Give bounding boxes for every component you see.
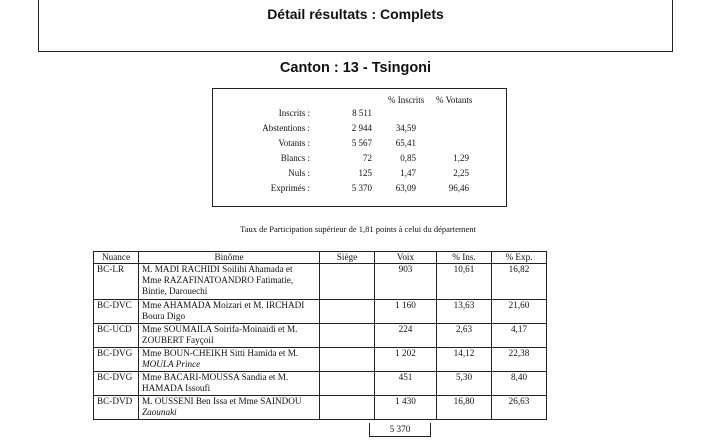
- stats-pct-inscrits: 63,09: [395, 183, 416, 193]
- stats-value: 72: [363, 153, 372, 163]
- cell-nuance: BC-LR: [94, 264, 139, 300]
- cell-siege: [320, 324, 375, 348]
- cell-nuance: BC-DVD: [94, 396, 139, 420]
- cell-pct-exp: 22,38: [492, 348, 547, 372]
- stats-pct-votants: 2,25: [453, 168, 469, 178]
- cell-pct-exp: 21,60: [492, 300, 547, 324]
- cell-siege: [320, 396, 375, 420]
- binome-line: MOULA Prince: [142, 359, 201, 369]
- cell-pct-exp: 4,17: [492, 324, 547, 348]
- stats-label: Nuls :: [288, 168, 310, 178]
- stats-value: 5 567: [351, 138, 372, 148]
- binome-line: M. MADI RACHIDI Soilihi Ahamada et: [142, 264, 293, 274]
- cell-voix: 224: [375, 324, 437, 348]
- table-row: [94, 348, 547, 372]
- stats-pct-inscrits: 34,59: [395, 123, 416, 133]
- cell-siege: [320, 264, 375, 300]
- binome-line: M. OUSSENI Ben Issa et Mme SAINDOU: [142, 396, 302, 406]
- cell-voix: 903: [375, 264, 437, 300]
- cell-pct-exp: 26,63: [492, 396, 547, 420]
- binome-line: Boura Digo: [142, 311, 186, 321]
- stats-pct-votants: 1,29: [453, 153, 469, 163]
- binome-line: Mme AHAMADA Moizari et M. IRCHADI: [142, 300, 305, 310]
- cell-voix: 1 160: [375, 300, 437, 324]
- stats-value: 8 511: [352, 108, 372, 118]
- cell-nuance: BC-DVC: [94, 300, 139, 324]
- stats-label: Abstentions :: [262, 123, 310, 133]
- cell-binome: [139, 300, 320, 324]
- table-row: [94, 372, 547, 396]
- col-binome: Binôme: [139, 252, 320, 264]
- stats-header-votants: % Votants: [436, 95, 473, 105]
- cell-nuance: BC-UCD: [94, 324, 139, 348]
- binome-line: Zaounaki: [142, 407, 177, 417]
- table-row: [94, 264, 547, 300]
- stats-header-inscrits: % Inscrits: [388, 95, 425, 105]
- binome-line: Mme BACARI-MOUSSA Sandia et M.: [142, 372, 289, 382]
- cell-binome: [139, 372, 320, 396]
- cell-binome: [139, 264, 320, 300]
- col-nuance: Nuance: [94, 252, 139, 264]
- stats-pct-inscrits: 0,85: [400, 153, 416, 163]
- col-pct-exp: % Exp.: [492, 252, 547, 264]
- participation-note: Taux de Participation supérieur de 1,81 points à celui du département: [240, 224, 476, 234]
- stats-label: Votants :: [278, 138, 310, 148]
- cell-nuance: BC-DVG: [94, 372, 139, 396]
- cell-binome: [139, 396, 320, 420]
- cell-nuance: BC-DVG: [94, 348, 139, 372]
- stats-value: 125: [358, 168, 372, 178]
- binome-line: Bintie, Darouechi: [142, 286, 208, 296]
- binome-line: ZOUBERT Fayçoil: [142, 335, 214, 345]
- page-title: Détail résultats : Complets: [267, 6, 444, 22]
- table-row: [94, 396, 547, 420]
- table-row: [94, 300, 547, 324]
- cell-pct-exp: 16,82: [492, 264, 547, 300]
- binome-line: Mme BOUN-CHEIKH Sitti Hamida et M.: [142, 348, 299, 358]
- binome-line: Mme RAZAFINATOANDRO Fatimatie,: [142, 275, 294, 285]
- stats-label: Blancs :: [280, 153, 310, 163]
- cell-pct-ins: 5,30: [437, 372, 492, 396]
- binome-line: Mme SOUMAILA Soirifa-Moinaidi et M.: [142, 324, 298, 334]
- cell-pct-ins: 13,63: [437, 300, 492, 324]
- cell-pct-exp: 8,40: [492, 372, 547, 396]
- stats-label: Inscrits :: [278, 108, 310, 118]
- results-table: [93, 251, 547, 420]
- col-pct-ins: % Ins.: [437, 252, 492, 264]
- cell-siege: [320, 348, 375, 372]
- cell-voix: 1 202: [375, 348, 437, 372]
- cell-binome: [139, 348, 320, 372]
- binome-line: HAMADA Issoufi: [142, 383, 211, 393]
- stats-pct-votants: 96,46: [448, 183, 469, 193]
- table-row: [94, 324, 547, 348]
- col-voix: Voix: [375, 252, 437, 264]
- cell-pct-ins: 2,63: [437, 324, 492, 348]
- cell-siege: [320, 372, 375, 396]
- cell-binome: [139, 324, 320, 348]
- stats-value: 2 944: [351, 123, 372, 133]
- stats-value: 5 370: [351, 183, 372, 193]
- cell-voix: 1 430: [375, 396, 437, 420]
- stats-pct-inscrits: 1,47: [400, 168, 416, 178]
- cell-voix: 451: [375, 372, 437, 396]
- results-header-row: [94, 252, 547, 264]
- stats-label: Exprimés :: [270, 183, 310, 193]
- cell-siege: [320, 300, 375, 324]
- cell-pct-ins: 10,61: [437, 264, 492, 300]
- col-siege: Siège: [320, 252, 375, 264]
- cell-pct-ins: 14,12: [437, 348, 492, 372]
- canton-title: Canton : 13 - Tsingoni: [279, 60, 432, 76]
- total-voix: 5 370: [369, 423, 431, 437]
- stats-pct-inscrits: 65,41: [395, 138, 416, 148]
- cell-pct-ins: 16,80: [437, 396, 492, 420]
